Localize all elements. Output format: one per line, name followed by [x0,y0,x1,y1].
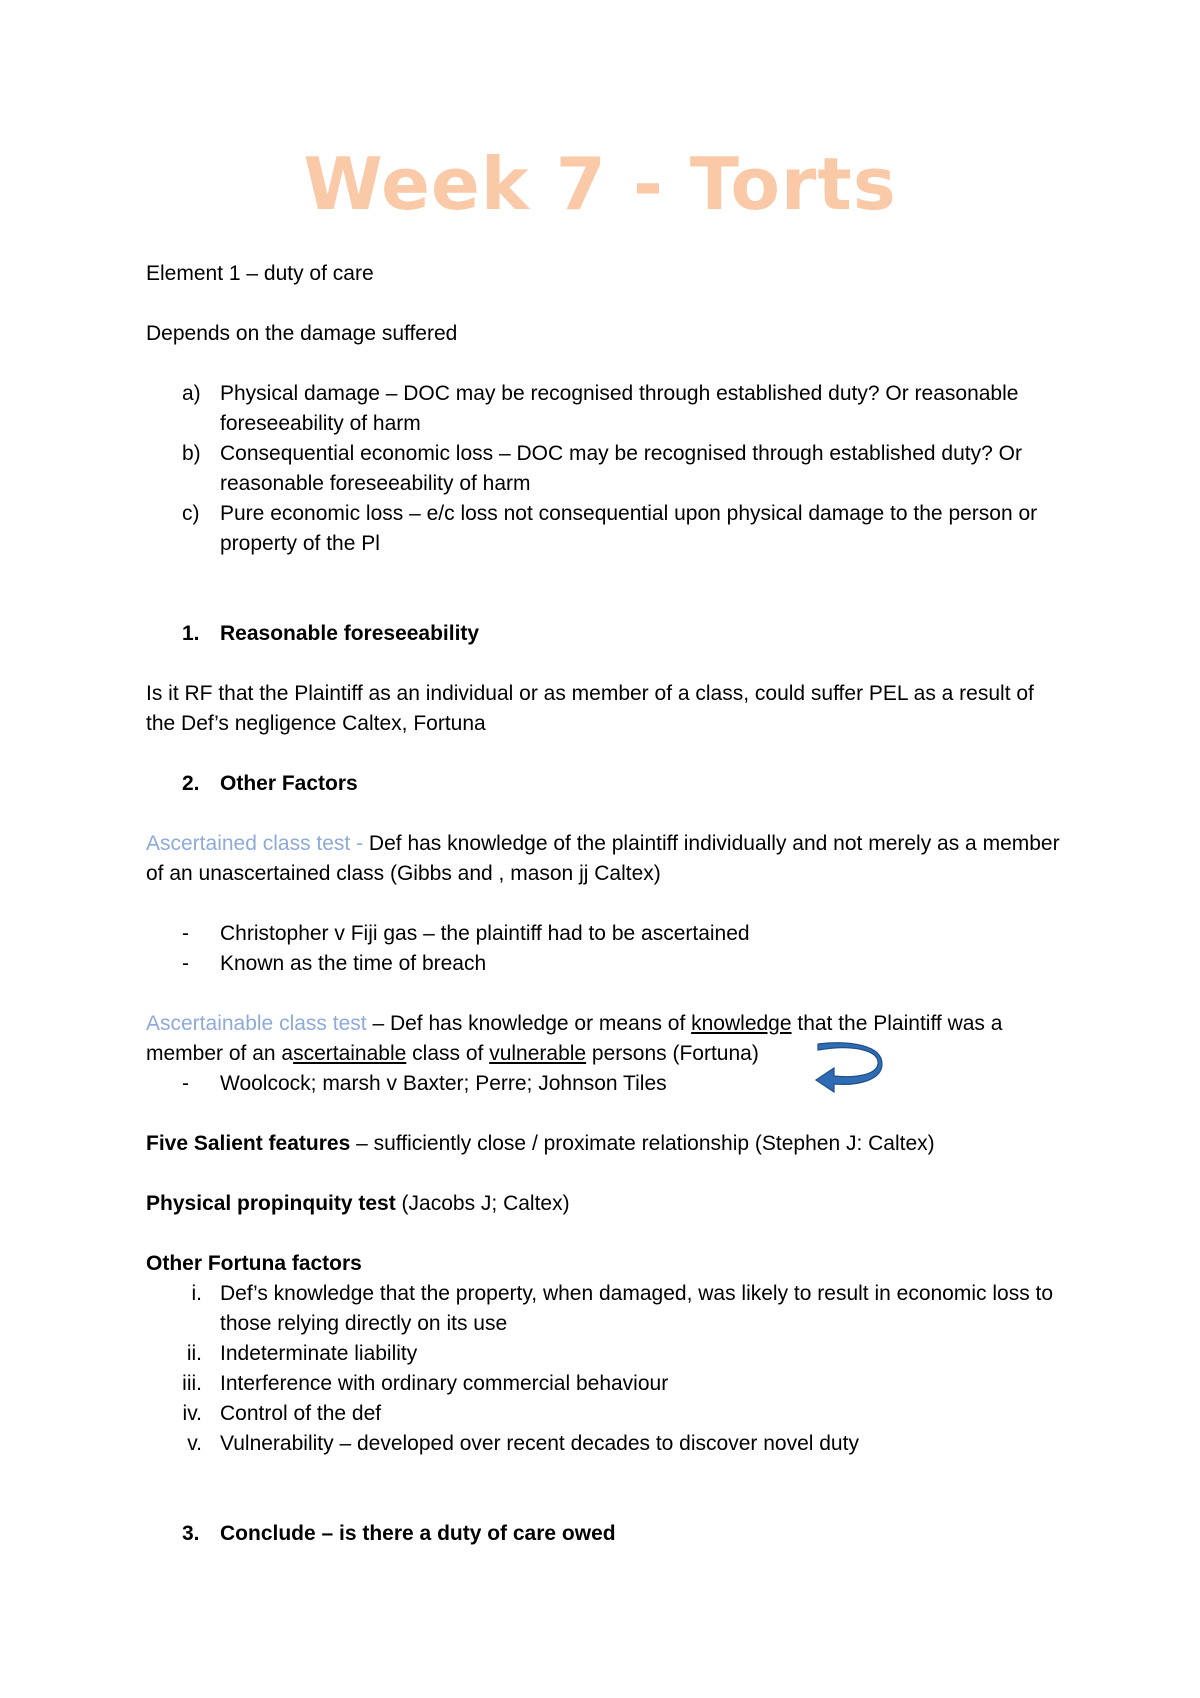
rf-paragraph: Is it RF that the Plaintiff as an individual or as member of a class, could suffer PEL as a result of the Def’s negligence Caltex, Fortuna [146,682,1034,735]
section-heading-1: 1. Reasonable foreseeability [182,622,480,645]
element-heading: Element 1 – duty of care [146,262,374,285]
five-salient-paragraph: Five Salient features – sufficiently close / proximate relationship (Stephen J: Caltex) [146,1132,935,1155]
ascertainable-label: Ascertainable class test [146,1012,367,1035]
document-body [146,259,1066,1549]
list-item: b) Consequential economic loss – DOC may be recognised through established duty? Or reasonable foreseeability of harm [182,442,1022,495]
list-item: - Woolcock; marsh v Baxter; Perre; Johnson Tiles [182,1072,667,1095]
list-item: iii. Interference with ordinary commercial behaviour [182,1372,669,1395]
section-heading-2: 2. Other Factors [182,772,358,795]
list-item: ii. Indeterminate liability [186,1342,418,1365]
ascertainable-paragraph: Ascertainable class test – Def has knowledge or means of knowledge that the Plaintiff was a member of an ascertainable class of vulnerable persons (Fortuna) [146,1012,1003,1065]
fortuna-factor-list [146,1279,1066,1459]
list-item: i. Def’s knowledge that the property, when damaged, was likely to result in economic loss to those relying directly on its use [191,1282,1054,1335]
fortuna-heading: Other Fortuna factors [146,1252,362,1275]
list-item: - Known as the time of breach [182,952,487,975]
list-item: iv. Control of the def [182,1402,382,1425]
list-item: - Christopher v Fiji gas – the plaintiff had to be ascertained [182,922,750,945]
damage-type-list [146,379,1066,559]
list-item: c) Pure economic loss – e/c loss not consequential upon physical damage to the person or property of the Pl [182,502,1038,555]
ascertained-label: Ascertained class test - [146,832,364,855]
ascertained-paragraph: Ascertained class test - Def has knowledge of the plaintiff individually and not merely as a member of an unascertained class (Gibbs and , mason jj Caltex) [146,832,1060,885]
depends-text: Depends on the damage suffered [146,322,458,345]
u-turn-arrow-icon [812,1042,884,1096]
list-item: v. Vulnerability – developed over recent decades to discover novel duty [187,1432,859,1455]
page-title: Week 7 - Torts [303,142,897,226]
list-item: a) Physical damage – DOC may be recognised through established duty? Or reasonable foreseeability of harm [182,382,1019,435]
section-heading-3: 3. Conclude – is there a duty of care owed [182,1522,616,1545]
physical-propinquity-paragraph: Physical propinquity test (Jacobs J; Caltex) [146,1192,570,1215]
